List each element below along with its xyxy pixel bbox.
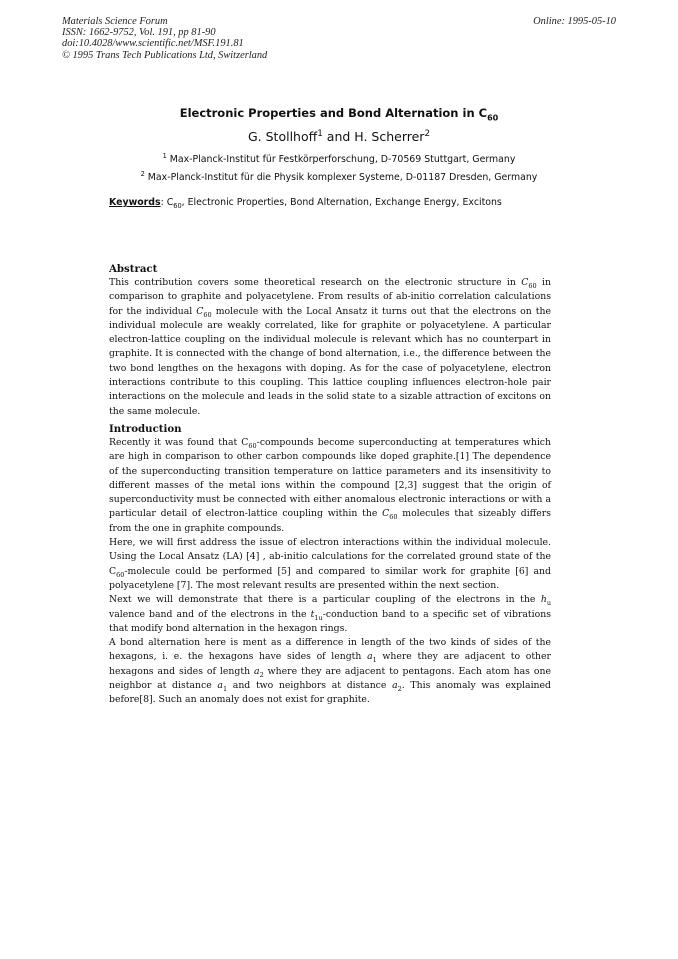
keywords-label: Keywords bbox=[109, 197, 161, 208]
a2-sub-b: 2 bbox=[397, 684, 402, 693]
a2-var-b: a bbox=[392, 680, 398, 692]
p1d: molecules that sizeably differs from the one in graphite compounds. bbox=[109, 508, 551, 534]
affiliation-1 bbox=[0, 151, 678, 165]
a2-var: a bbox=[254, 665, 260, 677]
p1-sub1: 60 bbox=[248, 441, 257, 450]
journal-header bbox=[62, 16, 267, 61]
p4d: and two neighbors at distance bbox=[227, 680, 393, 692]
abs-t2: in comparison to graphite and polyacetylene. From results of ab-initio correlation calculations for the individual bbox=[109, 277, 551, 317]
p3a: Next we will demonstrate that there is a particular coupling of the electrons in the bbox=[109, 594, 541, 606]
kw-c: C bbox=[166, 197, 174, 208]
introduction-heading: Introduction bbox=[109, 423, 182, 435]
p2-sub: 60 bbox=[116, 570, 125, 579]
p3t: t bbox=[310, 608, 315, 620]
kw-sub: 60 bbox=[173, 201, 182, 210]
author-1-aff: 1 bbox=[317, 128, 323, 139]
introduction-section bbox=[109, 422, 551, 708]
p2a: Here, we will first address the issue of electron interactions within the individual molecule. Using the Local Ansatz (LA) [4] , ab-initio calculations for the correlated ground state of the C bbox=[109, 537, 551, 577]
paper-title bbox=[0, 106, 678, 123]
keywords: Keywords: $C_{60}$, Electronic Properties, Bond Alternation, Exchange Energy, Excitons bbox=[109, 197, 502, 210]
p3h-sub: u bbox=[546, 599, 551, 608]
aff-2-text: Max-Planck-Institut für die Physik komplexer Systeme, D-01187 Dresden, Germany bbox=[144, 172, 538, 183]
p3t-sub: 1u bbox=[314, 613, 323, 622]
p1-sub2: 60 bbox=[389, 513, 398, 522]
p4a: A bond alternation here is ment as a difference in length of the two kinds of sides of the hexagons, i. e. the hexagons have sides of length bbox=[109, 637, 551, 663]
author-2: and H. Scherrer bbox=[322, 129, 425, 144]
p4e: . This anomaly was explained before[8]. Such an anomaly does not exist for graphite. bbox=[109, 680, 551, 706]
p3c: -conduction band to a specific set of vibrations that modify bond alternation in the hexagon rings. bbox=[109, 608, 551, 634]
title-text: Electronic Properties and Bond Alternation in C bbox=[179, 106, 488, 120]
p3h: h bbox=[540, 594, 547, 606]
intro-paragraph-4 bbox=[109, 636, 551, 707]
p1a: Recently it was found that C bbox=[109, 437, 249, 448]
a1-var-b: a bbox=[217, 680, 223, 692]
authors bbox=[0, 129, 678, 144]
aff-2-num: 2 bbox=[140, 169, 145, 178]
abs-sub-b: 60 bbox=[203, 310, 212, 319]
abs-c60b: C bbox=[196, 305, 204, 317]
p2b: -molecule could be performed [5] and compared to similar work for graphite [6] and polyacetylene [7]. The most relevant results are presented within the next section. bbox=[109, 565, 551, 591]
aff-1-text: Max-Planck-Institut für Festkörperforschung, D-70569 Stuttgart, Germany bbox=[166, 154, 516, 165]
keywords-list: , Electronic Properties, Bond Alternation, Exchange Energy, Excitons bbox=[181, 197, 502, 208]
p1b: -compounds become superconducting at temperatures which are high in comparison to other carbon compounds like doped graphite.[1] The dependence of the superconducting transition temperature on lattice parameters and its insensitivity to different masses of the metal ions within the compound [2,3] suggest that the origin of superconductivity must be connected with either anomalous electronic interactions or with a particular detail of electron-lattice coupling within the bbox=[109, 437, 551, 520]
author-2-aff: 2 bbox=[424, 128, 431, 139]
intro-paragraph-3 bbox=[109, 593, 551, 636]
journal-name: Materials Science Forum bbox=[62, 16, 168, 27]
a1-sub: 1 bbox=[372, 656, 377, 665]
author-1: G. Stollhoff bbox=[247, 129, 318, 144]
affiliation-2 bbox=[0, 169, 678, 183]
a1-sub-b: 1 bbox=[222, 684, 228, 693]
issn-line: ISSN: 1662-9752, Vol. 191, pp 81-90 bbox=[62, 27, 216, 39]
p1c: C bbox=[382, 508, 390, 520]
abs-sub-a: 60 bbox=[528, 281, 537, 290]
abs-c60a: C bbox=[521, 277, 529, 288]
abstract-heading: Abstract bbox=[109, 263, 158, 275]
title-sub: 60 bbox=[487, 113, 499, 123]
abs-t3: molecule with the Local Ansatz it turns out that the electrons on the individual molecule are weakly correlated, like for graphite or polyacetylene. A particular electron-lattice coupling on the individual molecule is relevant which has no counterpart in graphite. It is connected with the change of bond alternation, i.e., the difference between the two bond lengthes on the hexagons with doping. As for the case of polyacetylene, electron interactions contribute to this coupling. This lattice coupling influences electron-hole pair interactions on the molecule and leads in the solid state to a sizable attraction of excitons on the same molecule. bbox=[109, 305, 551, 417]
a2-sub: 2 bbox=[259, 670, 264, 679]
p4b: where they are adjacent to other hexagons and sides of length bbox=[109, 651, 551, 677]
abs-t1: This contribution covers some theoretical research on the electronic structure in bbox=[109, 277, 522, 288]
abstract-section bbox=[109, 262, 551, 419]
intro-paragraph-1 bbox=[109, 436, 551, 536]
online-date: Online: 1995-05-10 bbox=[533, 16, 616, 27]
doi-line: doi:10.4028/www.scientific.net/MSF.191.81 bbox=[62, 38, 244, 50]
aff-1-num: 1 bbox=[162, 151, 167, 160]
p4c: where they are adjacent to pentagons. Each atom has one neighbor at distance bbox=[109, 665, 551, 692]
intro-paragraph-2 bbox=[109, 536, 551, 593]
a1-var: a bbox=[367, 651, 373, 663]
p3b: valence band and of the electrons in the bbox=[109, 608, 311, 620]
abstract-text bbox=[109, 276, 551, 419]
copyright-line: © 1995 Trans Tech Publications Ltd, Switzerland bbox=[62, 49, 268, 61]
